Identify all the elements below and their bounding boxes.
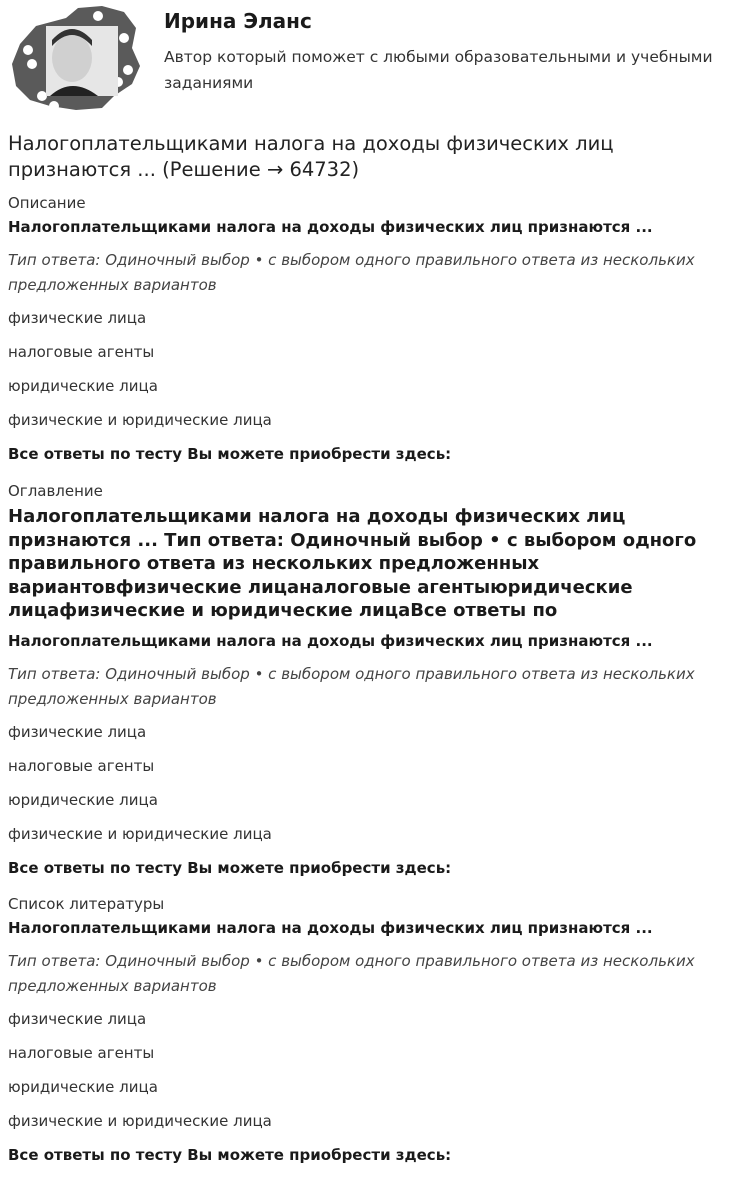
- section-label-bibliography: Список литературы: [8, 895, 165, 913]
- question-title: Налогоплательщиками налога на доходы физических лиц признаются ...: [8, 632, 653, 650]
- page-title: Налогоплательщиками налога на доходы физических лиц признаются ... (Решение → 64732): [8, 132, 614, 181]
- answer-type: Тип ответа: Одиночный выбор • с выбором одного правильного ответа из нескольких предложенных вариантов: [8, 665, 695, 708]
- option-item: физические и юридические лица: [8, 411, 272, 429]
- option-item: физические лица: [8, 1010, 147, 1028]
- buy-answers-text: Все ответы по тесту Вы можете приобрести здесь:: [8, 1146, 452, 1164]
- author-header: [0, 0, 750, 122]
- author-name: Ирина Эланс: [164, 9, 312, 33]
- author-description: Автор который поможет с любыми образовательными и учебными заданиями: [164, 48, 713, 92]
- buy-answers-text: Все ответы по тесту Вы можете приобрести здесь:: [8, 859, 452, 877]
- option-item: налоговые агенты: [8, 1044, 155, 1062]
- question-title: Налогоплательщиками налога на доходы физических лиц признаются ...: [8, 919, 653, 937]
- question-title: Налогоплательщиками налога на доходы физических лиц признаются ...: [8, 218, 653, 236]
- description-section: [8, 193, 744, 464]
- author-avatar-icon: [6, 4, 146, 112]
- option-item: физические лица: [8, 309, 147, 327]
- bibliography-section: [8, 894, 744, 1165]
- answer-type: Тип ответа: Одиночный выбор • с выбором одного правильного ответа из нескольких предложенных вариантов: [8, 952, 695, 995]
- toc-section: [8, 481, 744, 623]
- toc-summary: Налогоплательщиками налога на доходы физических лиц признаются ... Тип ответа: Одиночный выбор • с выбором одного правильного ответа из нескольких предложенных вариантовфизические лицаналоговые агентыюридические лицафизические и юридические лицаВсе ответы по: [8, 506, 697, 621]
- toc-question-block: [8, 631, 744, 878]
- option-item: юридические лица: [8, 1078, 158, 1096]
- option-item: юридические лица: [8, 377, 158, 395]
- option-item: налоговые агенты: [8, 343, 155, 361]
- option-item: физические и юридические лица: [8, 1112, 272, 1130]
- buy-answers-text: Все ответы по тесту Вы можете приобрести здесь:: [8, 445, 452, 463]
- option-item: юридические лица: [8, 791, 158, 809]
- option-item: физические лица: [8, 723, 147, 741]
- section-label-toc: Оглавление: [8, 482, 103, 500]
- answer-type: Тип ответа: Одиночный выбор • с выбором одного правильного ответа из нескольких предложенных вариантов: [8, 251, 695, 294]
- section-label-description: Описание: [8, 194, 86, 212]
- option-item: физические и юридические лица: [8, 825, 272, 843]
- option-item: налоговые агенты: [8, 757, 155, 775]
